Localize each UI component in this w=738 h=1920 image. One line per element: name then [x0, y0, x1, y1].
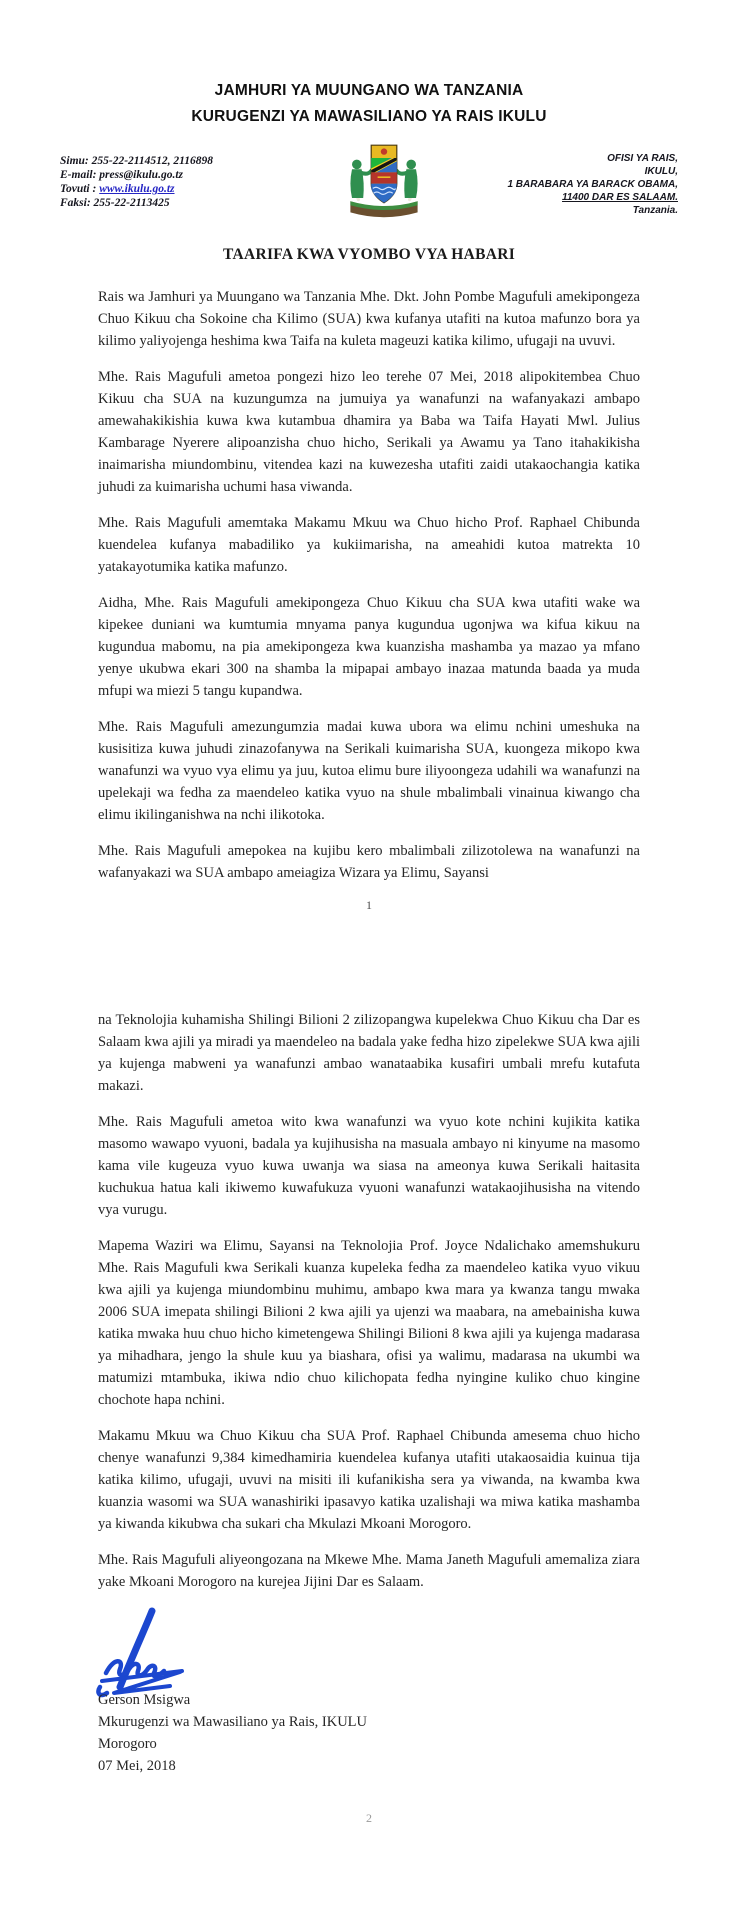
letterhead-title-line1: JAMHURI YA MUUNGANO WA TANZANIA	[214, 82, 524, 99]
document-title: TAARIFA KWA VYOMBO VYA HABARI	[222, 246, 516, 263]
paragraph: Mhe. Rais Magufuli aliyeongozana na Mkewe Mhe. Mama Janeth Magufuli amemaliza ziara yake Mkoani Morogoro na kurejea Jijini Dar es Salaam.	[98, 1552, 640, 1590]
email-line: E-mail: press@ikulu.go.tz	[60, 169, 183, 181]
address-block	[483, 140, 678, 217]
address-line: OFISI YA RAIS,	[607, 153, 678, 164]
page2-number: 2	[366, 1811, 372, 1825]
paragraph: na Teknolojia kuhamisha Shilingi Bilioni 2 zilizopangwa kupelekwa Chuo Kikuu cha Dar es Salaam kwa ajili ya miradi ya maendeleo na badala yake fedha hizo zipelekwe SUA kwa ajili ya kujenga mabweni ya wanafunzi ambao wanataabika kusafiri umbali mrefu kutafuta makazi.	[98, 1012, 640, 1094]
address-line-underlined: 11400 DAR ES SALAAM.	[562, 192, 678, 203]
address-line: IKULU,	[644, 166, 678, 177]
contact-block	[60, 140, 285, 210]
paragraph: Mhe. Rais Magufuli amepokea na kujibu kero mbalimbali zilizotolewa na wanafunzi na wafanyakazi wa SUA ambapo ameiagiza Wizara ya Elimu, Sayansi	[98, 843, 640, 881]
paragraph: Mapema Waziri wa Elimu, Sayansi na Teknolojia Prof. Joyce Ndalichako amemshukuru Mhe. Rais Magufuli kwa Serikali kuanza kupeleka fedha za maendeleo katika vyuo vikuu kwa ajili ya kujenga miundombinu muhimu, ambapo kwa mara ya kwanza tangu mwaka 2006 SUA imepata shilingi Bilioni 2 kwa ajili ya ujenzi wa maabara, na amebainisha kuwa katika mwaka huu chuo hicho kimetengewa Shilingi Bilioni 8 kwa ajili ya kujenga madarasa ya mihadhara, jengo la shule kuu ya biashara, ofisi ya walimu, madarasa na ukumbi wa matumizi mtambuka, ikiwa ndio chuo kilichopata fedha nyingine kuliko chuo kingine chochote hapa nchini.	[98, 1238, 640, 1408]
emblem-wrap	[285, 140, 483, 222]
phone-line: Simu: 255-22-2114512, 2116898	[60, 155, 214, 167]
page2-body	[98, 1009, 640, 1593]
website-label: Tovuti :	[60, 183, 100, 195]
paragraph: Mhe. Rais Magufuli amezungumzia madai kuwa ubora wa elimu nchini umeshuka na kusisitiza kuwa juhudi zinazofanywa na Serikali kuimarisha SUA, kuongeza mikopo kwa wanafunzi wa vyuo vya elimu ya juu, kutoa elimu bure iliyoongeza udahili wa wanafunzi na upelekaji wa fedha za maendeleo katika vyuo na shule mbalimbali vinainua kiwango cha elimu ikilinganishwa na nchi ilikotoka.	[98, 719, 640, 823]
paragraph: Makamu Mkuu wa Chuo Kikuu cha SUA Prof. Raphael Chibunda amesema chuo hicho chenye wanafunzi 9,384 kimedhamiria kuendelea kufanya utafiti utakaosaidia kuinua tija katika kilimo, ufugaji, uvuvi na misiti ili kufanikisha sera ya viwanda, na kwamba kwa kuanzia wasomi wa SUA wanashiriki ipasavyo katika uzalishaji wa miwa katika mashamba ya kiwanda kikubwa cha sukari cha Mkulazi Mkoani Morogoro.	[98, 1428, 640, 1532]
website-line	[60, 182, 285, 196]
address-line: 1 BARABARA YA BARACK OBAMA,	[507, 179, 678, 190]
tanzania-coat-of-arms-icon	[328, 142, 440, 222]
signatory-title: Mkurugenzi wa Mawasiliano ya Rais, IKULU	[98, 1714, 367, 1730]
page1-number: 1	[366, 898, 372, 912]
paragraph: Aidha, Mhe. Rais Magufuli amekipongeza Chuo Kikuu cha SUA kwa utafiti wake wa kipekee duniani wa kumtumia mnyama panya kugundua ugonjwa wa kifua kikuu na kugundua mabomu, na pia amekipongeza kwa kuanzisha mashamba ya mazao ya mfano yenye ukubwa ekari 300 na shamba la mipapai ambayo inazaa matunda baada ya muda mfupi wa miezi 5 tangu kupandwa.	[98, 595, 640, 699]
website-link[interactable]: www.ikulu.go.tz	[99, 183, 175, 195]
paragraph: Rais wa Jamhuri ya Muungano wa Tanzania Mhe. Dkt. John Pombe Magufuli amekipongeza Chuo Kikuu cha Sokoine cha Kilimo (SUA) kwa kufanya utafiti na kutoa mafunzo bora ya kilimo yaliyojenga heshima kwa Taifa na kuleta mageuzi katika kilimo, ufugaji na uvuvi.	[98, 289, 640, 349]
letterhead-title-line2: KURUGENZI YA MAWASILIANO YA RAIS IKULU	[191, 108, 547, 125]
letterhead-row	[60, 140, 678, 222]
page-break-gap	[0, 913, 738, 1009]
paragraph: Mhe. Rais Magufuli ametoa pongezi hizo leo terehe 07 Mei, 2018 alipokitembea Chuo Kikuu cha SUA na kuzungumza na jumuiya ya wanafunzi na wafanyakazi ambapo amewahakikishia kuwa kwa kutambua dhamira ya Baba wa Taifa Hayati Mwl. Julius Kambarage Nyerere alipoanzisha chuo hicho, Serikali ya Awamu ya Tano itahakikisha inaimarisha miundombinu, vitendea kazi na kuwezesha utafiti zaidi utakaochangia katika juhudi za kuimarisha uchumi hasa viwanda.	[98, 369, 640, 495]
paragraph: Mhe. Rais Magufuli ametoa wito kwa wanafunzi wa vyuo kote nchini kujikita katika masomo wawapo vyuoni, badala ya kujihusisha na masuala ambayo ni kinyume na masomo kama vile kugeuza vyuo kuwa uwanja wa siasa na ameonya kuwa Serikali haitasita kuchukua hatua kali ikiwemo kuwafukuza vyuoni wanafunzi watakaojihusisha na vitendo vya vurugu.	[98, 1114, 640, 1218]
page1-body	[98, 286, 640, 884]
paragraph: Mhe. Rais Magufuli amemtaka Makamu Mkuu wa Chuo hicho Prof. Raphael Chibunda kuendelea kufanya mabadiliko ya kukiimarisha, na ameahidi kutoa matrekta 10 yatakayotumika katika mafunzo.	[98, 515, 640, 575]
signature-lines	[98, 1689, 640, 1777]
fax-line: Faksi: 255-22-2113425	[60, 197, 170, 209]
signatory-name: Gerson Msigwa	[98, 1692, 191, 1708]
signature-block	[98, 1607, 640, 1777]
signature-date: 07 Mei, 2018	[98, 1758, 176, 1774]
signatory-location: Morogoro	[98, 1736, 157, 1752]
address-line: Tanzania.	[632, 205, 678, 216]
